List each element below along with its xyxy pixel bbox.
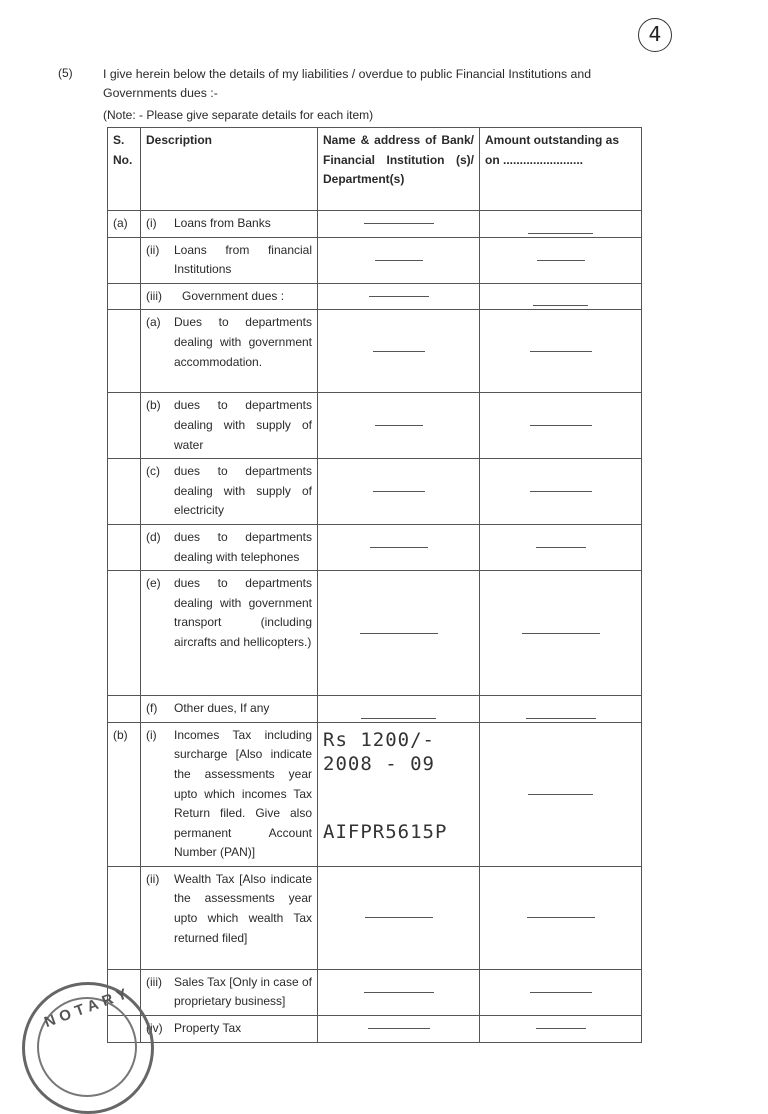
row-number: (b): [146, 398, 161, 413]
bank-cell: [318, 1016, 480, 1043]
table-row: [108, 310, 642, 393]
row-number: (iv): [146, 1021, 163, 1036]
header-amount: Amount outstanding as on ........................: [480, 128, 642, 211]
amount-cell: [480, 1016, 642, 1043]
header-bank: Name & address of Bank/ Financial Institution (s)/ Department(s): [318, 128, 480, 211]
row-description: dues to departments dealing with supply of water: [174, 398, 312, 452]
blank-dash: [528, 794, 593, 795]
table-row: [108, 237, 642, 283]
row-description: Other dues, If any: [174, 701, 270, 716]
table-row: [108, 393, 642, 459]
blank-dash: [373, 351, 425, 352]
table-row: [108, 1016, 642, 1043]
blank-dash: [369, 296, 429, 297]
row-number: (d): [146, 529, 161, 544]
row-description: Wealth Tax [Also indicate the assessments year upto which wealth Tax returned filed]: [174, 871, 312, 945]
bank-cell: [318, 459, 480, 525]
table-row: [108, 459, 642, 525]
row-description: Government dues :: [182, 288, 285, 303]
blank-dash: [361, 718, 436, 719]
blank-dash: [536, 1028, 586, 1029]
row-description: Sales Tax [Only in case of proprietary business]: [174, 974, 312, 1009]
amount-cell: [480, 283, 642, 310]
row-number: (ii): [146, 242, 160, 257]
row-number: (e): [146, 576, 161, 591]
bank-cell: [318, 571, 480, 696]
bank-cell: [318, 237, 480, 283]
row-number: (a): [146, 315, 161, 330]
bank-cell: [318, 283, 480, 310]
page-number: 4: [638, 18, 672, 52]
row-description: dues to departments dealing with supply of electricity: [174, 464, 312, 518]
bank-cell: [318, 696, 480, 723]
blank-dash: [537, 260, 585, 261]
bank-cell: [318, 866, 480, 969]
amount-cell: [480, 393, 642, 459]
header-sno: S. No.: [108, 128, 141, 211]
table-row: [108, 211, 642, 238]
intro-text: I give herein below the details of my liabilities / overdue to public Financial Institutions and Governments dues :-: [103, 67, 592, 100]
blank-dash: [526, 718, 596, 719]
row-number: (ii): [146, 871, 160, 886]
row-description: Incomes Tax including surcharge [Also indicate the assessments year upto which incomes Tax Return filed. Give also permanent Account Number (PAN)]: [174, 727, 312, 860]
blank-dash: [533, 305, 588, 306]
bank-cell: [318, 310, 480, 393]
row-description: Property Tax: [174, 1021, 242, 1036]
row-description: dues to departments dealing with government transport (including aircrafts and hellicopters.): [174, 576, 312, 649]
row-number: (i): [146, 216, 157, 230]
table-row: [108, 696, 642, 723]
row-sno: (a): [108, 211, 141, 238]
handwritten-amount: Rs 1200/-: [323, 728, 435, 751]
blank-dash: [530, 992, 592, 993]
row-description: dues to departments dealing with telephones: [174, 529, 312, 564]
blank-dash: [528, 233, 593, 234]
amount-cell: [480, 696, 642, 723]
row-number: (iii): [146, 974, 162, 989]
row-number: (c): [146, 464, 160, 479]
liabilities-table: [107, 127, 642, 1043]
header-description: Description: [141, 128, 318, 211]
blank-dash: [522, 633, 600, 634]
row-description: Loans from financial Institutions: [174, 242, 312, 277]
blank-dash: [365, 917, 433, 918]
bank-cell: [318, 722, 480, 866]
amount-cell: [480, 866, 642, 969]
blank-dash: [370, 547, 428, 548]
row-number: (iii): [146, 288, 162, 303]
stamp-text: NOTARY: [42, 983, 134, 1032]
blank-dash: [375, 260, 423, 261]
amount-cell: [480, 722, 642, 866]
row-number: (f): [146, 701, 158, 716]
notary-stamp: [22, 982, 154, 1114]
bank-cell: [318, 393, 480, 459]
blank-dash: [368, 1028, 430, 1029]
table-row: [108, 722, 642, 866]
amount-cell: [480, 237, 642, 283]
blank-dash: [530, 491, 592, 492]
bank-cell: [318, 211, 480, 238]
row-description: Loans from Banks: [174, 216, 271, 230]
blank-dash: [536, 547, 586, 548]
row-description: Dues to departments dealing with government accommodation.: [174, 315, 312, 369]
amount-cell: [480, 571, 642, 696]
amount-cell: [480, 211, 642, 238]
blank-dash: [527, 917, 595, 918]
table-row: [108, 524, 642, 570]
table-row: [108, 283, 642, 310]
amount-cell: [480, 524, 642, 570]
blank-dash: [530, 425, 592, 426]
note-text: (Note: - Please give separate details for each item): [103, 108, 374, 122]
bank-cell: [318, 524, 480, 570]
blank-dash: [364, 223, 434, 224]
bank-cell: [318, 969, 480, 1015]
header-row: [108, 128, 642, 211]
handwritten-year: 2008 - 09: [323, 752, 435, 775]
blank-dash: [360, 633, 438, 634]
row-sno: (b): [108, 722, 141, 866]
handwritten-pan: AIFPR5615P: [323, 820, 448, 843]
table-row: [108, 866, 642, 969]
table-row: [108, 571, 642, 696]
section-number: (5): [58, 66, 73, 80]
table-row: [108, 969, 642, 1015]
amount-cell: [480, 969, 642, 1015]
amount-cell: [480, 459, 642, 525]
blank-dash: [375, 425, 423, 426]
blank-dash: [373, 491, 425, 492]
amount-cell: [480, 310, 642, 393]
blank-dash: [530, 351, 592, 352]
blank-dash: [364, 992, 434, 993]
row-number: (i): [146, 727, 157, 742]
